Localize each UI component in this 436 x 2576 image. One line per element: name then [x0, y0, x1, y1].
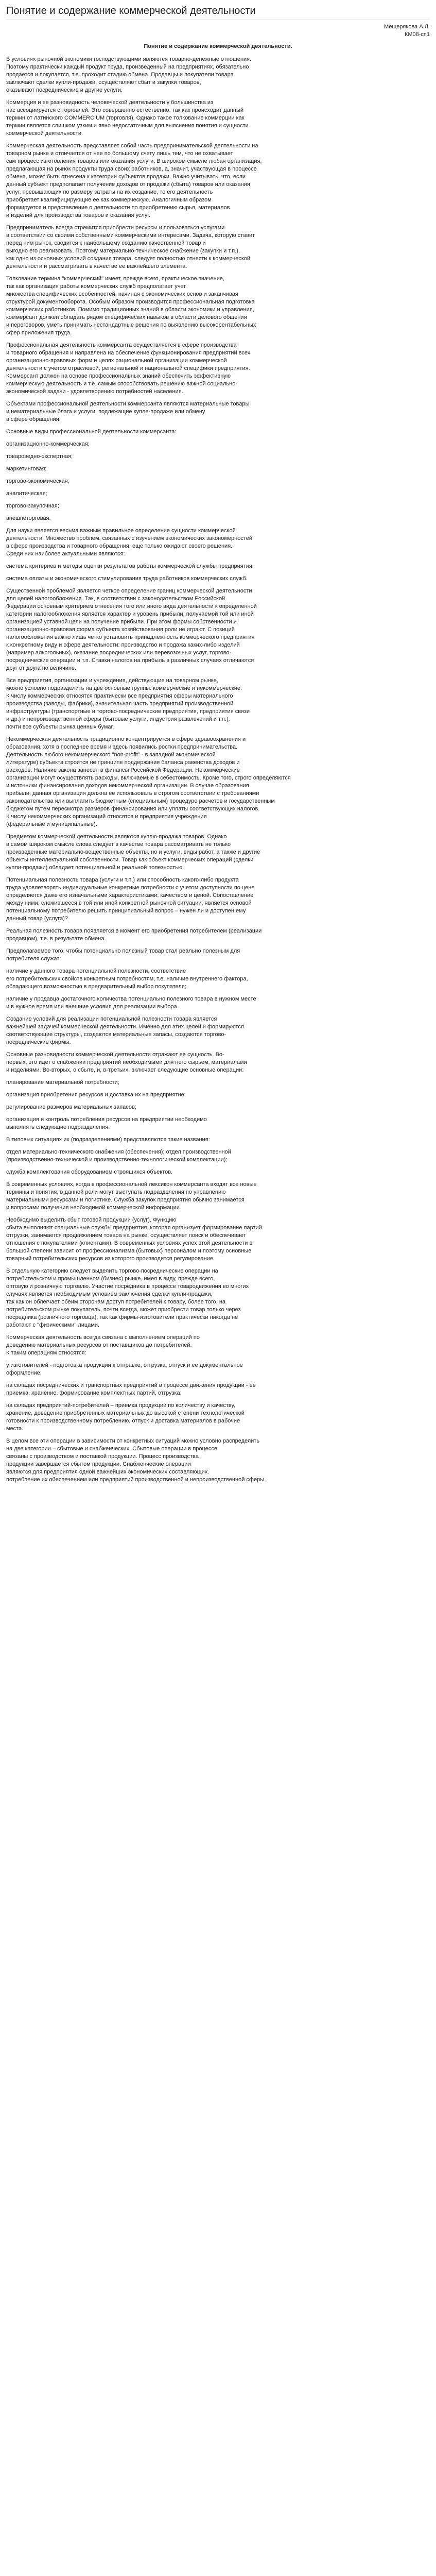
list-item: регулирование размеров материальных запасов;: [6, 1104, 136, 1110]
paragraph: Профессиональная деятельность коммерсанта осуществляется в сфере производства и товарного обращения и направлена на обеспечение функционирования предприятий всех организационно-правовых форм и целях рациональной организации коммерческой деятельности с учетом отраслевой, региональной и национальной специфики предприятия. Коммерсант должен на основе профессиональных знаний обеспечить эффективную коммерческую деятельность и т.е. самым способствовать решению важной социально- экономической задачи - удовлетворению потребностей населения.: [6, 342, 251, 395]
paragraph: В целом все эти операции в зависимости от конкретных ситуаций можно условно распределить на две категории – сбытовые и снабженческих. Сбытовые операции в процессе связаны с производством и поставкой продукции. Процесс производства продукции завершается сбытом продукции. Снабженческие операции являются для предприятия одной важнейших экономических составляющих. потребление их обеспечением или предприятий производственной и непроизводственной сферы.: [6, 1438, 266, 1483]
list-item: маркетинговая;: [6, 466, 47, 472]
list-item: организация приобретения ресурсов и доставка их на предприятие;: [6, 1092, 186, 1098]
paragraph: Коммерческая деятельность представляет собой часть предпринимательской деятельности на товарном рынке и отличается от нее по большому счету лишь тем, что не охватывает сам процесс изготовления товаров или оказания услуги. В широком смысле любая организация, предлагающая на рынок продукты труда своих работников, а, значит, участвующая в процессе обмена, может быть отнесена к категории субъектов продажи. Важно учитывать, что, если данный субъект предполагает получение доходов от продажи (сбыта) товаров или оказания услуг, превышающих по размеру затраты на их создание, то его деятельность приобретает квалифицирующие ее как коммерческую. Аналогичным образом формируется и представление о деятельности по приобретению сырья, материалов и изделий для производства товаров и оказания услуг.: [6, 143, 262, 218]
paragraph: Все предприятия, организации и учреждения, действующие на товарном рынке, можно условно подразделить на две основные группы: коммерческие и некоммерческие. К числу коммерческих относятся практически все предприятия сферы материального производства (заводы, фабрики), значительная часть предприятий производственной инфраструктуры (транспортные и торгово-посреднические предприятия, предприятия связи и др.) и непроизводственной сферы (бытовые услуги, индустрия развлечений и т.п.), почти все субъекты рынка ценных бумаг.: [6, 677, 250, 730]
list-item: торгово-закупочная;: [6, 503, 59, 509]
paragraph: В современных условиях, когда в профессиональной лексикон коммерсанта входят все новые термины и понятия, в данной роли могут выступать подразделения по управлению материальными ресурсами и логистике. Служба закупок предприятия обычно занимается и вопросами получения необходимой коммерческой информации.: [6, 1181, 257, 1211]
paragraph: Потенциальная полезность товара (услуги и т.п.) или способность какого-либо продукта труда удовлетворять индивидуальные конкретные потребности с учетом доступности по цене определяется даже его изначальными характеристиками: качеством и ценой. Сопоставление между ними, сложившееся в той или иной конкретной рыночной ситуации, является основой потенциальному потребителю решить принципиальный вопрос – нужен ли и доступен ему данный товар (услуга)?: [6, 877, 255, 922]
paragraph: Для науки является весьма важным правильное определение сущности коммерческой деятельности. Множество проблем, связанных с изучением экономических закономерностей в сфере производства и товарного обращения, еще только ожидают своего решения. Среди них наиболее актуальными являются:: [6, 528, 253, 557]
list-item: товароведно-экспертная;: [6, 453, 73, 460]
list-item: аналитическая;: [6, 490, 47, 497]
paragraph: у изготовителей - подготовка продукции к отправке, отгрузка, отпуск и ее документальное оформление;: [6, 1362, 243, 1376]
paragraph: В отдельную категорию следует выделить торгово-посреднические операции на потребительском и промышленном (бизнес) рынке, имея в виду, прежде всего, оптовую и розничную торговлю. Участие посредника в процессе товародвижения во многих случаях является необходимым условием заключения сделки купли-продажи, так как он облегчает обеим сторонам доступ потребителей к товару, более того, на потребительском рынке покупатель, почти всегда, может приобрести товар только через посредника (розничного торговца), так как фирмы-изготовители практически никогда не работают с "физическими" лицами.: [6, 1268, 249, 1328]
page-title: Понятие и содержание коммерческой деятельности: [6, 4, 430, 20]
paragraph: Предполагаемое того, чтобы потенциально полезный товар стал реально полезным для потребителя служат:: [6, 948, 240, 962]
operations-list: [6, 1079, 430, 1131]
list-item: организационно-коммерческая;: [6, 441, 90, 447]
paragraph: Создание условий для реализации потенциальной полезности товара является важнейшей задачей коммерческой деятельности. Именно для этих целей и формируются соответствующие структуры, создаются материальные запасы, создаются торгово- посреднические фирмы.: [6, 1016, 244, 1045]
paragraph: В типовых ситуациях их (подразделениями) представляются такие названия:: [6, 1137, 210, 1143]
paragraph: служба комплектования оборудованием строящихся объектов.: [6, 1169, 173, 1175]
paragraph: Необходимо выделить сбыт готовой продукции (услуг). Функцию сбыта выполняют специальные службы предприятия, которая организует формирование партий отгрузки, занимается продвижением товара на рынке, осуществляет поиск и обеспечивает отношения с покупателями (клиентами). В современных условиях успех этой деятельности в большой степени зависит от профессионализма (бытовых) персоналом и поэтому основные товарный потребительских ресурсов из которого производится регулирование.: [6, 1217, 262, 1262]
body2-section: [6, 1136, 430, 1484]
list-item: организация и контроль потребления ресурсов на предприятии необходимо выполнять следующие подразделения.: [6, 1116, 207, 1130]
list-item: планирование материальной потребности;: [6, 1079, 119, 1086]
paragraph: Существенной проблемой является четкое определение границ коммерческой деятельности для целей налогообложения. Так, в соответствии с законодательством Российской Федерации основным критерием отнесения того или иного вида деятельности к определенной категории налогообложения является характер и уровень прибыли, получаемой той или иной организацией уставной цели на получение прибыли. При этом формы собственности и организационно-правовая форма субъекта хозяйствования роли не играют. С позиций налогообложения важно лишь четко установить принадлежность коммерческого предприятия к конкретному виду и сфере деятельности: производство и продажа каких-либо изделий (например алкогольных), оказание посреднических или перевозочных услуг, торгово- посреднические операции и т.п. Ставки налогов на прибыль в различных случаях отличаются друг от друга по величине.: [6, 588, 257, 671]
paragraph: Толкование термина "коммерческий" имеет, прежде всего, практическое значение, так как организация работы коммерческих служб предполагает учет множества специфических особенностей, начиная с экономических основ и заканчивая структурой документооборота. Особым образом производится профессиональная подготовка коммерческих работников. Помимо традиционных знаний в области экономики и управления, коммерсант должен обладать рядом специфических навыков в области делового общения и переговоров, уметь принимать нестандартные решения по выявлению высокорентабельных сфер приложения труда.: [6, 276, 256, 336]
paragraph: Основные виды профессиональной деятельности коммерсанта:: [6, 429, 177, 435]
intro-section: [6, 56, 430, 436]
paragraph: на складах предприятий-потребителей – приемка продукции по количеству и качеству, хранение, доведение приобретенных материальных до высокой степени технологической готовности к производственному потреблению, отпуск и доставка материалов в рабочие места.: [6, 1402, 245, 1432]
paragraph: наличие у данного товара потенциальной полезности, соответствие его потребительских свойств конкретным потребностям, т.е. наличие внутреннего фактора, обладающего возможностью в предварительный выбор покупателя;: [6, 968, 248, 990]
paragraph: Объектами профессиональной деятельности коммерсанта являются материальные товары и нематериальные блага и услуги, подлежащие купле-продаже или обмену в сфере обращения.: [6, 401, 250, 422]
paragraph: наличие у продавца достаточного количества потенциально полезного товара в нужном месте и в нужное время или внешние условия для реализации выбора.: [6, 996, 256, 1010]
paragraph: Реальная полезность товара появляется в момент его приобретения потребителем (реализации продавцом), т.е. в результате обмена.: [6, 928, 262, 942]
paragraph: Основные разновидности коммерческой деятельности отражают ее сущность. Во- первых, это идет о снабжении предприятий необходимыми для него сырьем, материалами и изделиями. Во-вторых, о сбыте, и, в-третьих, включает следующие основные операции:: [6, 1052, 247, 1073]
paragraph: Коммерция и ее разновидность человеческой деятельности у большинства из нас ассоциируется с торговлей. Это совершенно естественно, так как происходит данный термин от латинского COMMERCIUM (торговля). Однако такое толкование коммерции как термин является слишком узким и явно недостаточным для выяснения понятия и сущности коммерческой деятельности.: [6, 99, 249, 137]
list-item: внешнеторговая.: [6, 515, 51, 521]
section-heading: Понятие и содержание коммерческой деятельности.: [144, 43, 292, 49]
paragraph: Предприниматель всегда стремится приобрести ресурсы и пользоваться услугами в соответствии со своими собственными коммерческими интересами. Задача, которую ставит перед ним рынок, сводится к наибольшему созданию качественной товар и выгодно его реализовать. Поэтому материально-техническое снабжение (закупки и т.п.), как одно из основных условий создания товара, следует полностью отнести к коммерческой деятельности и рассматривать в качестве ее важнейшего элемента.: [6, 225, 255, 269]
paragraph: Некоммерческая деятельность традиционно концентрируется в сфере здравоохранения и образования, хотя в последнее время и здесь появились ростки предпринимательства. Деятельность любого некоммерческого "non-profit" - в западной экономической литературе) субъекта строится не принципе поддержания баланса равенства доходов и расходов. Наличие закона занесен в финансы Российской Федерации. Некоммерческие организации могут осуществлять расходы, включаемые в себестоимость. Кроме того, строго определяются и источники финансирования доходов некоммерческой организации. В случае образования прибыли, данная организация должна ее использовать в строгом соответствии с требованиями законодательства или выплатить бюджетным (специальным) процедуре расчетов и государственным бюджетом путем пересмотра размеров финансирования или уплаты соответствующих налогов. К числу некоммерческих организаций относятся и предприятия учреждения (федеральные и муниципальные).: [6, 736, 291, 827]
problems-list: [6, 563, 430, 583]
paragraph: Коммерческая деятельность всегда связана с выполнением операций по доведению материальных ресурсов от поставщиков до потребителей. К таким операциям относятся:: [6, 1334, 200, 1356]
paragraph: отдел материально-технического снабжения (обеспечения); отдел производственной (производственно-технической и производственно-технологической комплектации);: [6, 1149, 231, 1163]
list-item: торгово-экономическая;: [6, 478, 69, 484]
activity-types-list: [6, 440, 430, 522]
list-item: система оплаты и экономического стимулирования труда работников коммерческих служб.: [6, 575, 248, 582]
paragraph: В условиях рыночной экономики господствующими являются товарно-денежные отношения. Поэтому практически каждый продукт труда, произведенный на предприятиях, обязательно продается и покупается, т.е. проходит стадию обмена. Продавцы и покупатели товара заключают сделки купли-продажи, осуществляют сбыт и закупки товаров, оказывают посреднические и другие услуги.: [6, 56, 252, 93]
document-code: КМ08-сп1: [404, 31, 430, 38]
list-item: система критериев и методы оценки результатов работы коммерческой службы предприятия;: [6, 563, 254, 569]
body-section: [6, 587, 430, 1074]
author-line: Мещерякова А.Л.: [383, 24, 430, 30]
paragraph: Предметом коммерческой деятельности являются куплю-продажа товаров. Однако в самом широком смысле слова следует в качестве товара рассматривать не только произведенные материально-вещественные объекты, но и услуги, виды работ, а также и другие объекты интеллектуальной собственности. Товар как объект коммерческих операций (сделки купли-продажи) обладает потенциальной и реальной полезностью.: [6, 834, 260, 871]
paragraph: на складах посреднических и транспортных предприятий в процессе движения продукции - ее приемка, хранение, формирование комплектных партий, отгрузка;: [6, 1382, 256, 1396]
